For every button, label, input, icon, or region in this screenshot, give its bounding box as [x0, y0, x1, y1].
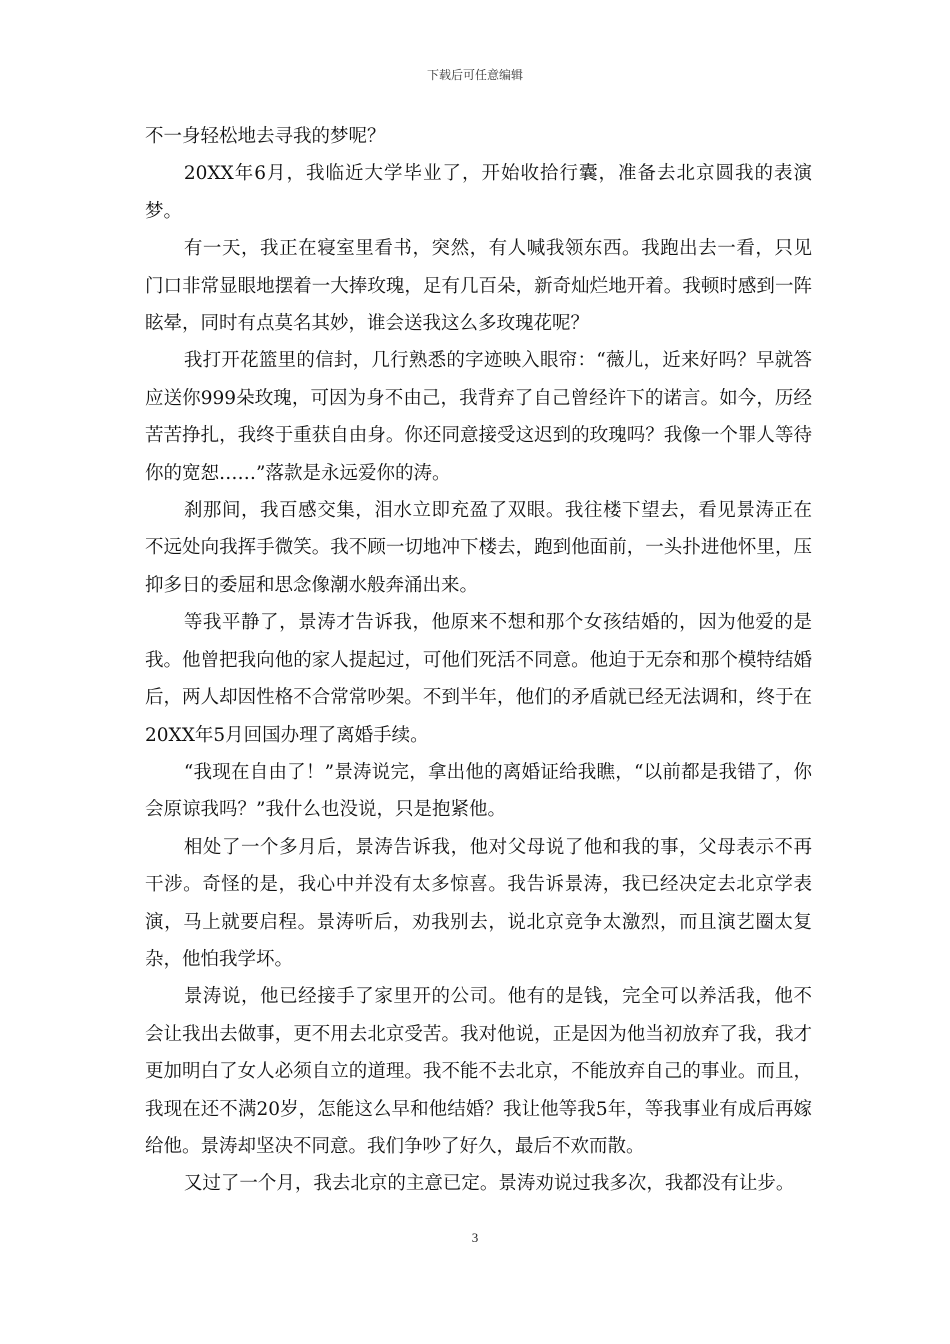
- paragraph: 又过了一个月，我去北京的主意已定。景涛劝说过我多次，我都没有让步。: [183, 1173, 795, 1195]
- paragraph: 有一天，我正在寝室里看书，突然，有人喊我领东西。我跑出去一看，只见门口非常显眼地摆着一大捧玫瑰，足有几百朵，新奇灿烂地开着。我顿时感到一阵眩晕，同时有点莫名其妙，谁会送我这么多玫瑰花呢？: [145, 238, 812, 335]
- document-body: [145, 118, 812, 1203]
- paragraph: 景涛说，他已经接手了家里开的公司。他有的是钱，完全可以养活我，他不会让我出去做事，更不用去北京受苦。我对他说，正是因为他当初放弃了我，我才更加明白了女人必须自立的道理。我不能不去北京，不能放弃自己的事业。而且，我现在还不满20岁，怎能这么早和他结婚？我让他等我5年，等我事业有成后再嫁给他。景涛却坚决不同意。我们争吵了好久，最后不欢而散。: [145, 986, 812, 1157]
- paragraph: 不一身轻松地去寻我的梦呢？: [145, 126, 386, 147]
- paragraph: 20XX年6月，我临近大学毕业了，开始收拾行囊，准备去北京圆我的表演梦。: [145, 163, 812, 222]
- paragraph: 等我平静了，景涛才告诉我，他原来不想和那个女孩结婚的，因为他爱的是我。他曾把我向他的家人提起过，可他们死活不同意。他迫于无奈和那个模特结婚后，两人却因性格不合常常吵架。不到半年，他们的矛盾就已经无法调和，终于在20XX年5月回国办理了离婚手续。: [145, 612, 812, 746]
- page-number: 3: [471, 1230, 479, 1245]
- paragraph: “我现在自由了！”景涛说完，拿出他的离婚证给我瞧，“以前都是我错了，你会原谅我吗？”我什么也没说，只是抱紧他。: [145, 761, 812, 821]
- paragraph: 刹那间，我百感交集，泪水立即充盈了双眼。我往楼下望去，看见景涛正在不远处向我挥手微笑。我不顾一切地冲下楼去，跑到他面前，一头扑进他怀里，压抑多日的委屈和思念像潮水般奔涌出来。: [145, 500, 812, 596]
- page-header: 下载后可任意编辑: [426, 68, 523, 82]
- paragraph: 我打开花篮里的信封，几行熟悉的字迹映入眼帘：“薇儿，近来好吗？早就答应送你999朵玫瑰，可因为身不由己，我背弃了自己曾经许下的诺言。如今，历经苦苦挣扎，我终于重获自由身。你还同意接受这迟到的玫瑰吗？我像一个罪人等待你的宽恕……”落款是永远爱你的涛。: [145, 350, 812, 484]
- paragraph: 相处了一个多月后，景涛告诉我，他对父母说了他和我的事，父母表示不再干涉。奇怪的是，我心中并没有太多惊喜。我告诉景涛，我已经决定去北京学表演，马上就要启程。景涛听后，劝我别去，说北京竞争太激烈，而且演艺圈太复杂，他怕我学坏。: [145, 836, 812, 970]
